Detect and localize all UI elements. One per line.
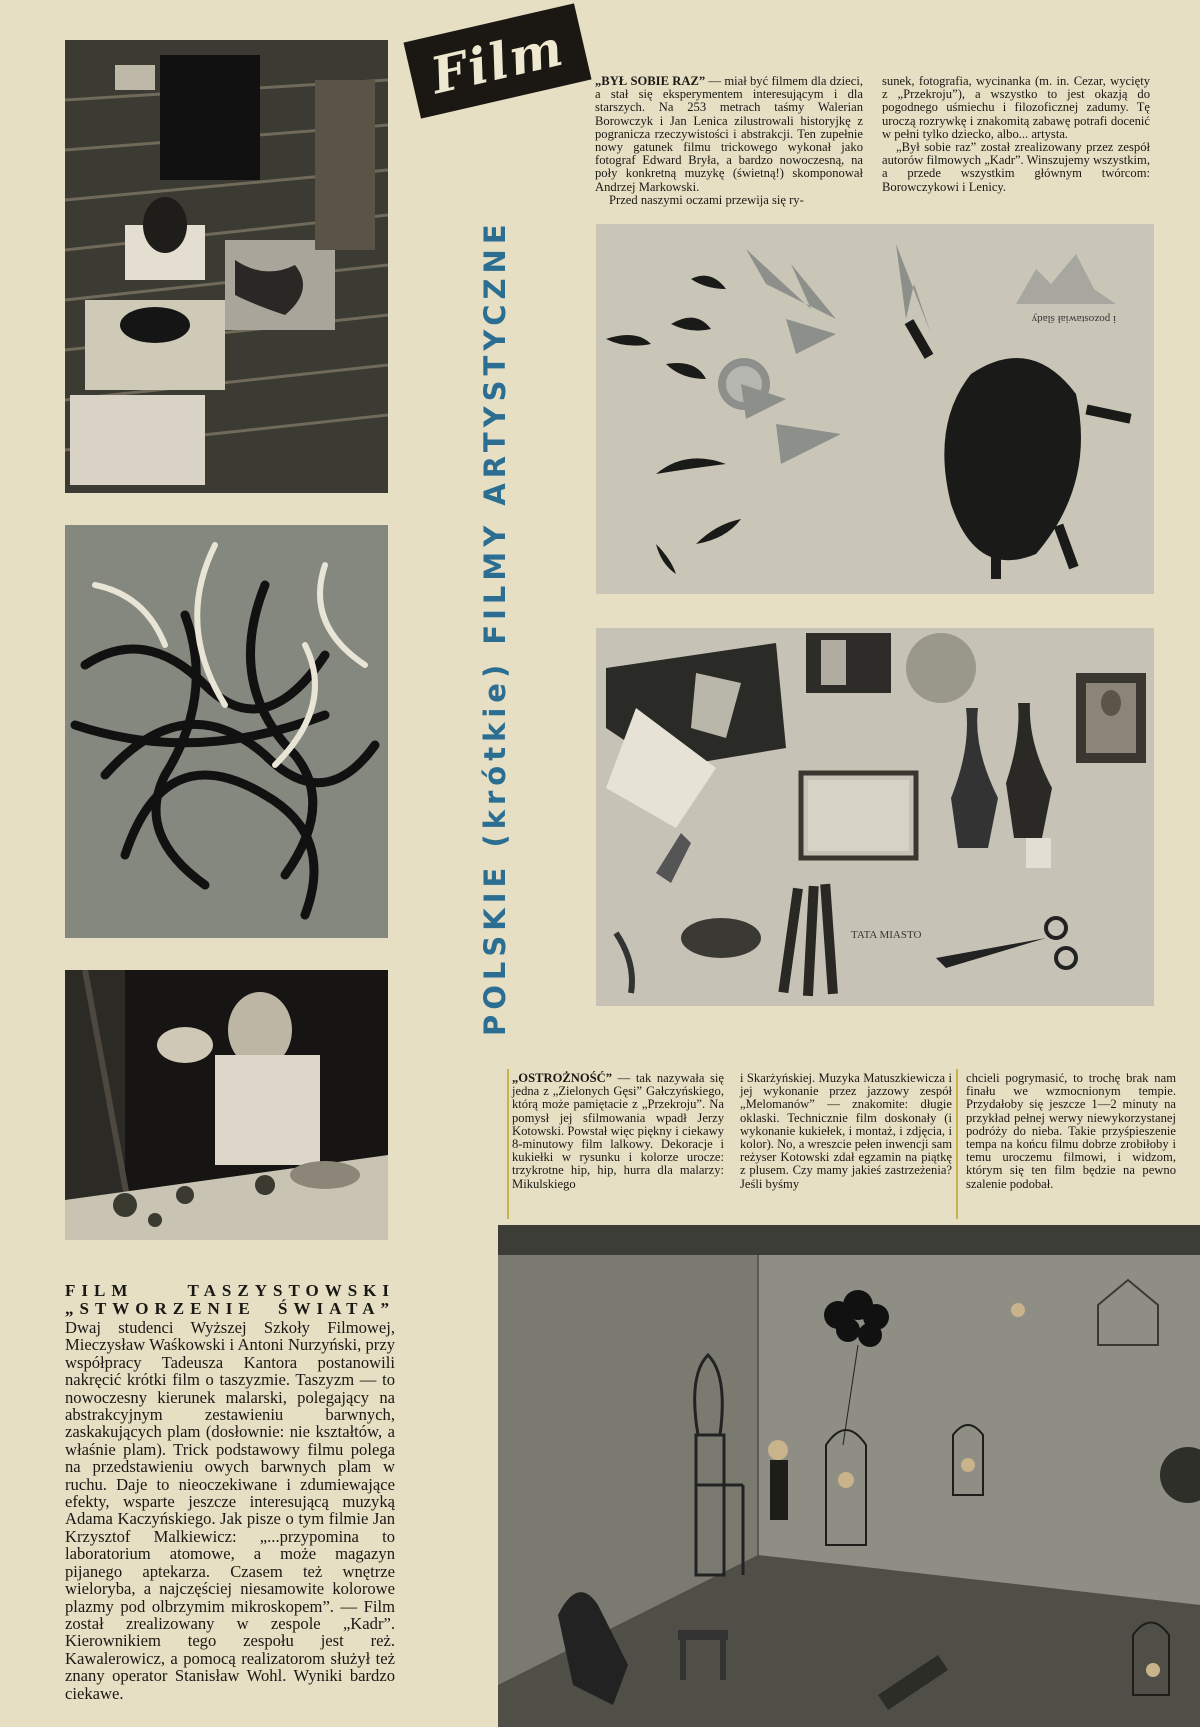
photo-studio-floor-paintings (65, 40, 388, 493)
section-label: Film (425, 17, 570, 105)
column-rule-2 (956, 1069, 958, 1219)
photo-still-collage (596, 628, 1154, 1006)
article-2-column-3 (966, 1072, 1176, 1191)
article-1-col2-text: sunek, fotografia, wycinanka (m. in. Cezar, wycięty z „Przekroju”), a wszystko to jest okazją do pogodnego uśmiechu i filozoficznej zadumy. Tę uroczą rozrywkę i znakomitą zabawę potrafi docenić w pełni tylko dziecko, albo... artysta. (882, 74, 1150, 141)
column-rule-1 (507, 1069, 509, 1219)
article-1-text: — miał być filmem dla dzieci, a stał się eksperymentem interesującym i dla starszych. Na 253 metrach taśmy Walerian Borowczyk i Jan Lenica zilustrowali historyjkę z pogranicza rzeczywistości i abstrakcji. Ten zupełnie nowy gatunek filmu trickowego wykonał jako fotograf Edward Bryła, a bardzo nowoczesną, na poły konkretną muzykę (świetną!) skomponował Andrzej Markowski. (595, 74, 863, 194)
vertical-page-title: POLSKIE (krótkie) FILMY ARTYSTYCZNE (478, 219, 512, 1036)
photo-still-sun-cutouts (596, 224, 1154, 594)
photo-painter-at-work (65, 970, 388, 1240)
still-blackboard-text: TATA MIASTO (851, 929, 922, 941)
article-2-col1-text: — tak nazywała się jedna z „Zielonych Gęsi” Gałczyńskiego, którą może pamiętacie z „Przekroju”. Na pomysł jej sfilmowania wpadł Jerzy Kotowski. Powstał więc piękny i ciekawy 8-minutowy film lalkowy. Dekoracje i kukiełki w rysunku i kolorze urocze: trzykrotne hip, hip, hurra dla malarzy: Mikulskiego (512, 1071, 724, 1191)
article-2-column-1 (512, 1072, 724, 1191)
photo-puppet-film-still (498, 1225, 1200, 1727)
article-2-col3-text: chcieli pogrymasić, to trochę brak nam finału we wzmocnionym tempie. Przydałoby się jeszcze 1—2 minuty na przykład pełnej werwy niewykorzystanej podróży do nieba. Takie przyśpieszenie tempa na końcu filmu dobrze zrobiłoby i temu uroczemu filmowi, i widzom, którym się ten film będzie na pewno szalenie podobał. (966, 1071, 1176, 1191)
article-2-column-2 (740, 1072, 952, 1191)
title-line-2: „STWORZENIE ŚWIATA” (65, 1299, 395, 1318)
title-line-1: FILM TASZYSTOWSKI (65, 1281, 395, 1300)
article-1-col2-text2: „Był sobie raz” został zrealizowany przez zespół autorów filmowych „Kadr”. Winszujemy wszystkim, a przede wszystkim głównym twórcom: Borowczykowi i Lenicy. (882, 140, 1150, 194)
article-1-headword: „BYŁ SOBIE RAZ” (595, 74, 706, 88)
article-1-column-1 (595, 75, 863, 207)
article-2-headword: „OSTROŻNOŚĆ” (512, 1071, 613, 1085)
still-sign-text: i pozostawiał ślady (1031, 313, 1116, 325)
section-banner (403, 3, 591, 118)
article-1-text-continued: Przed naszymi oczami przewija się ry- (609, 192, 804, 207)
article-title-taszystowski (65, 1282, 395, 1318)
article-2-col2-text: i Skarżyńskiej. Muzyka Matuszkiewicza i jej wykonanie przez jazzowy zespół „Melomanów” — znakomite: długie oklaski. Technicznie film doskonały (i wykonanie kukiełek, i montaż, i zdjęcia, i kolor). No, a wreszcie pełen inwencji sam reżyser Kotowski zdał egzamin na piątkę z plusem. Czy mamy jakieś zastrzeżenia? Jeśli byśmy (740, 1071, 952, 1191)
article-1-column-2 (882, 75, 1150, 194)
article-body-taszystowski: Dwaj studenci Wyższej Szkoły Filmowej, Mieczysław Waśkowski i Antoni Nurzyński, przy współpracy Tadeusza Kantora postanowili nakręcić krótki film o taszyzmie. Taszyzm — to nowoczesny kierunek malarski, polegający na abstrakcyjnym zestawieniu barwnych, zaskakujących plam (dosłownie: nie kształtów, a właśnie plam). Trick podstawowy filmu polega na przedstawieniu owych barwnych plam w ruchu. Daje to nieoczekiwane i zdumiewające efekty, wsparte jeszcze interesującą muzyką Adama Kaczyńskiego. Jak pisze o tym filmie Jan Krzysztof Malkiewicz: „...przypomina to laboratorium atomowe, a może magazyn pijanego aptekarza. Czasem też wnętrze wieloryba, a najczęściej niesamowite kolorowe plazmy pod olbrzymim mikroskopem”. — Film został zrealizowany w zespole „Kadr”. Kierownikiem tego zespołu jest reż. Kawalerowicz, a pomocą realizatorom służył też znany operator Stanisław Wohl. Wyniki bardzo ciekawe. (65, 1318, 395, 1703)
photo-tachist-splatter (65, 525, 388, 938)
